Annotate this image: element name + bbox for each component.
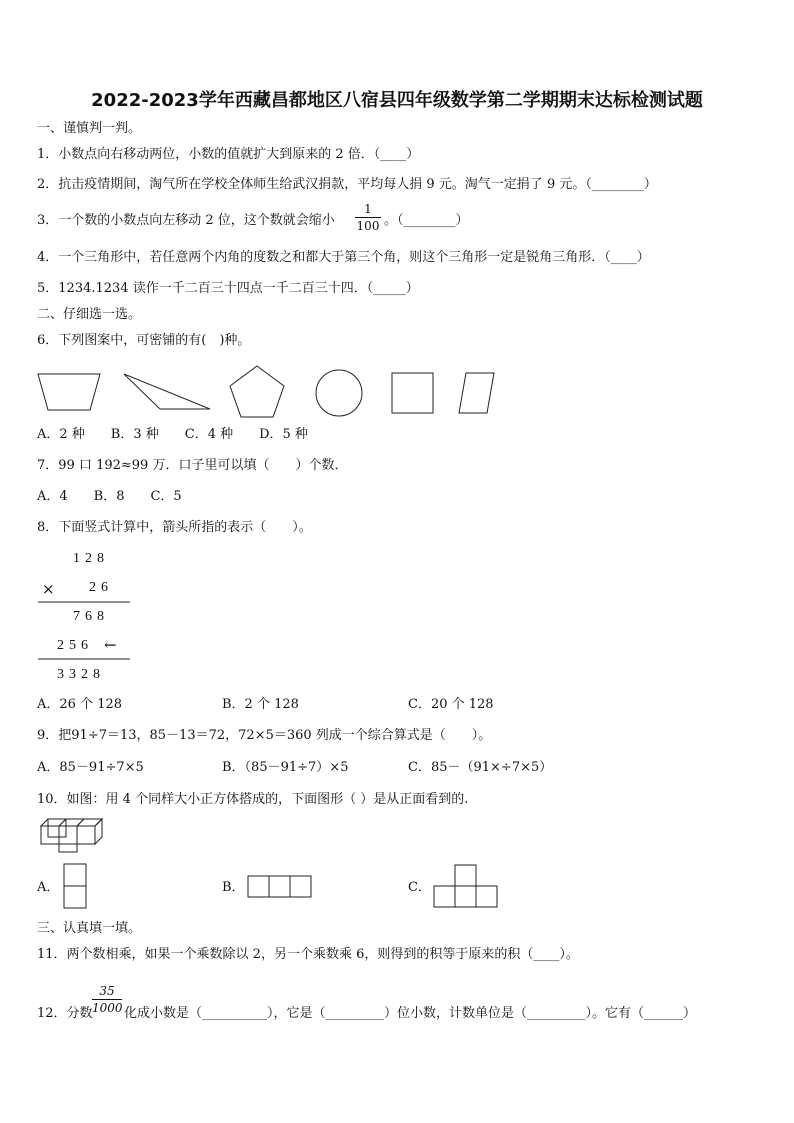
calc-row-3: 768 [73,609,109,624]
question-9-option-a: A．85－91÷7×5 [37,760,144,775]
question-8: 8．下面竖式计算中，箭头所指的表示（ ）。 [37,520,312,535]
question-4: 4．一个三角形中，若任意两个内角的度数之和都大于第三个角，则这个三角形一定是锐角三角形．（____） [37,250,650,265]
question-10-option-a-label: A． [37,880,60,895]
question-5: 5．1234.1234 读作一千二百三十四点一千二百三十四．（_____） [37,281,419,296]
calc-multiply-sign: × [42,580,55,598]
calc-row-1: 128 [73,551,109,566]
question-3-text: 3．一个数的小数点向左移动 2 位，这个数就会缩小 [37,213,335,228]
question-6: 6．下列图案中，可密铺的有( )种。 [37,333,251,348]
question-10-option-c-label: C． [408,880,431,895]
fraction-denominator: 1000 [92,1001,123,1015]
question-1: 1．小数点向右移动两位，小数的值就扩大到原来的 2 倍．（____） [37,147,420,162]
question-10-option-b-label: B． [222,880,245,895]
section-3-heading: 三、认真填一填。 [37,921,142,936]
calc-row-4: 256 [57,638,93,653]
arrow-icon: ← [104,636,117,654]
question-2: 2．抗击疫情期间，淘气所在学校全体师生给武汉捐款，平均每人捐 9 元。淘气一定捐了 9 元。（________） [37,177,657,192]
fraction-denominator: 100 [356,219,380,233]
question-7: 7．99 口 192≈99 万．口子里可以填（ ）个数． [37,458,348,473]
calc-row-2: 26 [89,580,113,595]
question-9: 9．把91÷7＝13，85－13＝72，72×5＝360 列成一个综合算式是（ ）。 [37,728,492,743]
section-2-heading: 二、仔细选一选。 [37,307,142,322]
question-11: 11．两个数相乘，如果一个乘数除以 2，另一个乘数乘 6，则得到的积等于原来的积（____）。 [37,947,579,962]
question-8-option-b: B．2 个 128 [222,697,299,712]
question-12-text: 12．分数 [37,1006,93,1021]
question-12-fraction [92,984,122,1015]
fraction-numerator: 35 [99,984,115,998]
question-8-option-a: A．26 个 128 [37,697,123,712]
question-6-options: A．2 种 B．3 种 C．4 种 D．5 种 [37,427,308,442]
question-9-option-c: C．85－（91×÷7×5） [408,760,553,775]
question-10: 10．如图：用 4 个同样大小正方体搭成的，下面图形（ ）是从正面看到的. [37,792,469,807]
question-9-option-b: B．（85－91÷7）×5 [222,760,349,775]
question-12-answer: 化成小数是（__________），它是（_________）位小数，计数单位是（_________）。它有（______） [124,1006,697,1021]
fraction-numerator: 1 [364,202,372,216]
question-8-option-c: C．20 个 128 [408,697,494,712]
question-3-answer: 。（________） [384,213,469,228]
question-7-options: A．4 B．8 C．5 [37,489,182,504]
page-title: 2022-2023学年西藏昌都地区八宿县四年级数学第二学期期末达标检测试题 [91,90,703,111]
calc-row-5: 3328 [57,667,105,682]
section-1-heading: 一、谨慎判一判。 [37,121,142,136]
